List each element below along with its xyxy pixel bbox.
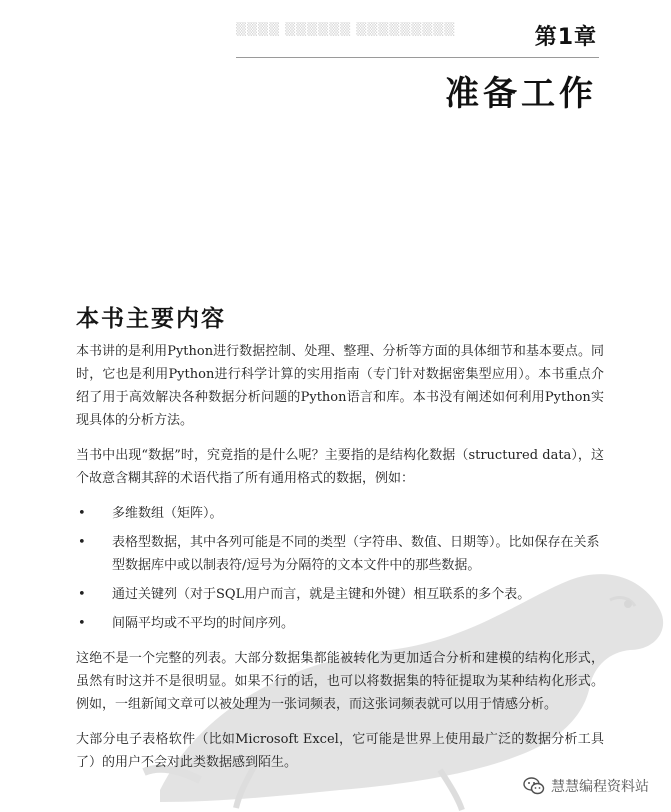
data-format-list	[76, 502, 604, 635]
paragraph-data-definition: 当书中出现“数据”时，究竟指的是什么呢？主要指的是结构化数据（structured data），这个故意含糊其辞的术语代指了所有通用格式的数据，例如：	[76, 448, 604, 486]
list-item-text: 表格型数据，其中各列可能是不同的类型（字符串、数值、日期等）。比如保存在关系型数据库中或以制表符/逗号为分隔符的文本文件中的那些数据。	[112, 535, 600, 573]
list-item	[76, 502, 604, 525]
list-item-text: 通过关键列（对于SQL用户而言，就是主键和外键）相互联系的多个表。	[112, 587, 531, 602]
bleed-through-text: ▒▒▒▒ ▒▒▒▒▒▒ ▒▒▒▒▒▒▒▒▒	[236, 22, 456, 37]
bullet-icon: •	[78, 616, 86, 631]
paragraph-spreadsheet: 大部分电子表格软件（比如Microsoft Excel，它可能是世界上使用最广泛的数据分析工具了）的用户不会对此类数据感到陌生。	[76, 732, 604, 770]
chapter-rule	[236, 57, 599, 58]
bullet-icon: •	[78, 587, 86, 602]
section-body	[76, 340, 604, 786]
paragraph-intro: 本书讲的是利用Python进行数据控制、处理、整理、分析等方面的具体细节和基本要点。同时，它也是利用Python进行科学计算的实用指南（专门针对数据密集型应用）。本书重点介绍了用于高效解决各种数据分析问题的Python语言和库。本书没有阐述如何利用Python实现具体的分析方法。	[76, 344, 604, 428]
bullet-icon: •	[78, 535, 86, 550]
wechat-icon	[523, 777, 545, 795]
bullet-icon: •	[78, 506, 86, 521]
chapter-label: 第1章	[534, 25, 597, 50]
section-heading: 本书主要内容	[76, 306, 226, 332]
list-item	[76, 583, 604, 606]
paragraph-structured-form: 这绝不是一个完整的列表。大部分数据集都能被转化为更加适合分析和建模的结构化形式，虽然有时这并不是很明显。如果不行的话，也可以将数据集的特征提取为某种结构化形式。例如，一组新闻文章可以被处理为一张词频表，而这张词频表就可以用于情感分析。	[76, 651, 604, 712]
chapter-title: 准备工作	[445, 74, 597, 114]
list-item-text: 多维数组（矩阵）。	[112, 506, 223, 521]
list-item	[76, 612, 604, 635]
list-item-text: 间隔平均或不平均的时间序列。	[112, 616, 295, 631]
watermark-text: 慧慧编程资料站	[551, 779, 649, 795]
list-item	[76, 531, 604, 577]
watermark	[523, 776, 649, 796]
